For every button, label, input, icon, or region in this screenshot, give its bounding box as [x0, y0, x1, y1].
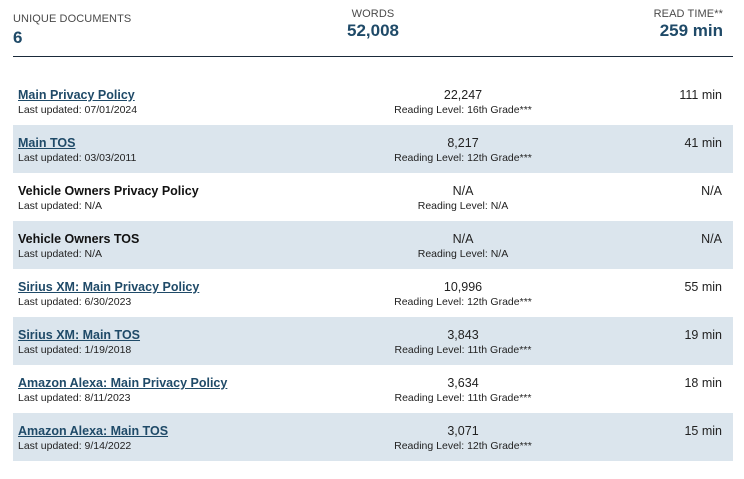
word-count: 10,996 — [443, 280, 483, 294]
word-count: 8,217 — [447, 136, 479, 150]
read-time: N/A — [701, 232, 722, 246]
reading-level: Reading Level: N/A — [417, 248, 509, 260]
word-count: N/A — [452, 184, 474, 198]
document-row — [13, 365, 733, 413]
unique-documents-value: 6 — [13, 28, 23, 47]
document-title[interactable]: Sirius XM: Main Privacy Policy — [18, 280, 200, 294]
last-updated: Last updated: 8/11/2023 — [18, 392, 131, 404]
document-row — [13, 173, 733, 221]
reading-level: Reading Level: 12th Grade*** — [394, 440, 532, 452]
reading-level: Reading Level: 16th Grade*** — [394, 104, 532, 116]
unique-documents-stat — [13, 13, 131, 48]
document-title[interactable]: Amazon Alexa: Main TOS — [18, 424, 169, 438]
document-row — [13, 221, 733, 269]
unique-documents-label: UNIQUE DOCUMENTS — [13, 13, 132, 25]
summary-header — [13, 0, 733, 57]
read-time: 15 min — [684, 424, 722, 438]
document-row — [13, 125, 733, 173]
document-row — [13, 413, 733, 461]
document-title[interactable]: Sirius XM: Main TOS — [18, 328, 141, 342]
last-updated: Last updated: 6/30/2023 — [18, 296, 132, 308]
read-time: 19 min — [684, 328, 722, 342]
document-row — [13, 269, 733, 317]
word-count: 22,247 — [443, 88, 483, 102]
words-stat — [323, 8, 423, 41]
documents-table — [13, 77, 733, 461]
reading-level: Reading Level: N/A — [417, 200, 509, 212]
words-label: WORDS — [351, 8, 395, 20]
read-time: 55 min — [684, 280, 722, 294]
last-updated: Last updated: N/A — [18, 248, 103, 260]
document-title[interactable]: Amazon Alexa: Main Privacy Policy — [18, 376, 228, 390]
reading-level: Reading Level: 11th Grade*** — [394, 344, 532, 356]
word-count: N/A — [452, 232, 474, 246]
read-time-stat — [654, 8, 723, 41]
last-updated: Last updated: 1/19/2018 — [18, 344, 132, 356]
document-row — [13, 77, 733, 125]
read-time-value: 259 min — [659, 21, 723, 40]
words-value: 52,008 — [347, 21, 399, 40]
read-time-label: READ TIME** — [653, 8, 723, 20]
last-updated: Last updated: 03/03/2011 — [18, 152, 137, 164]
word-count: 3,634 — [447, 376, 479, 390]
read-time: 18 min — [684, 376, 722, 390]
document-row — [13, 317, 733, 365]
document-title[interactable]: Main TOS — [18, 136, 76, 150]
last-updated: Last updated: N/A — [18, 200, 103, 212]
read-time: N/A — [701, 184, 722, 198]
document-title: Vehicle Owners TOS — [18, 232, 140, 246]
last-updated: Last updated: 07/01/2024 — [18, 104, 138, 116]
document-title[interactable]: Main Privacy Policy — [18, 88, 135, 102]
reading-level: Reading Level: 11th Grade*** — [394, 392, 532, 404]
last-updated: Last updated: 9/14/2022 — [18, 440, 132, 452]
word-count: 3,843 — [447, 328, 479, 342]
read-time: 111 min — [679, 88, 722, 102]
document-title: Vehicle Owners Privacy Policy — [18, 184, 199, 198]
reading-level: Reading Level: 12th Grade*** — [394, 296, 532, 308]
word-count: 3,071 — [447, 424, 479, 438]
reading-level: Reading Level: 12th Grade*** — [394, 152, 532, 164]
read-time: 41 min — [684, 136, 722, 150]
